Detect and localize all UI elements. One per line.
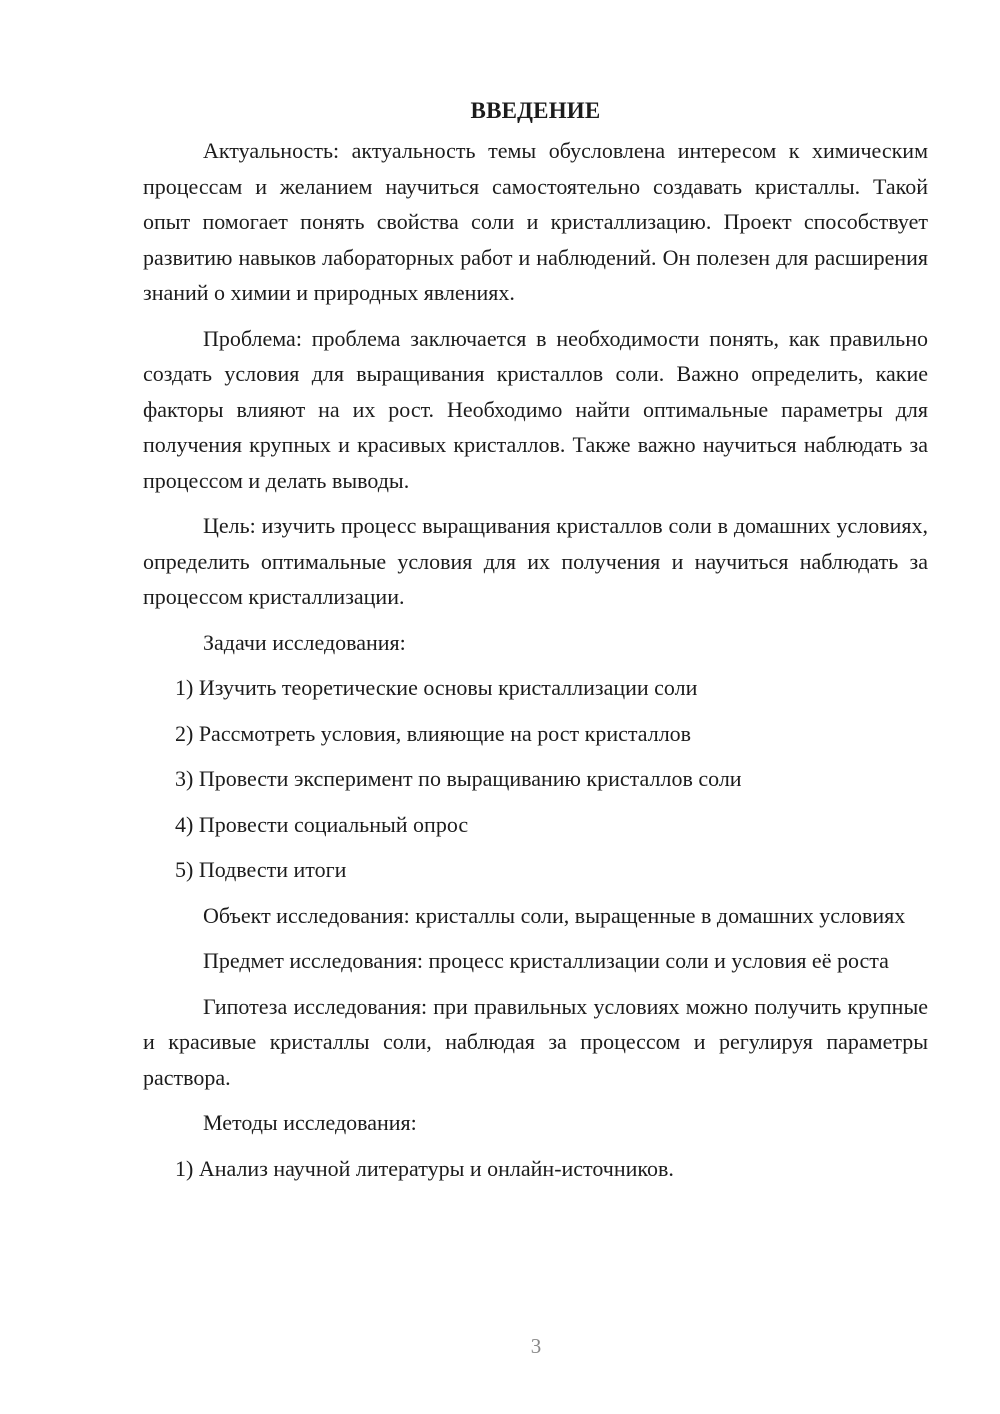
task-item: 2) Рассмотреть условия, влияющие на рост кристаллов [175, 720, 692, 746]
task-item: 1) Изучить теоретические основы кристаллизации соли [175, 675, 698, 700]
problem-paragraph: Проблема: проблема заключается в необходимости понять, как правильно создать условия для выращивания кристаллов соли. Важно определить, какие факторы влияют на их рост. Необходимо найти оптимальные параметры для получения крупных и красивых кристаллов. Также важно научиться наблюдать за процессом и делать выводы. [143, 325, 928, 493]
task-item: 3) Провести эксперимент по выращиванию кристаллов соли [175, 766, 742, 791]
object-paragraph: Объект исследования: кристаллы соли, выращенные в домашних условиях [203, 902, 906, 928]
task-item: 4) Провести социальный опрос [175, 811, 469, 837]
tasks-label: Задачи исследования: [203, 629, 406, 655]
hypothesis-paragraph: Гипотеза исследования: при правильных условиях можно получить крупные и красивые кристаллы соли, наблюдая за процессом и регулируя параметры раствора. [143, 993, 928, 1090]
methods-list [143, 1151, 928, 1187]
goal-paragraph: Цель: изучить процесс выращивания кристаллов соли в домашних условиях, определить оптимальные условия для их получения и научиться наблюдать за процессом кристаллизации. [143, 513, 928, 609]
document-page [143, 95, 928, 1196]
task-item: 5) Подвести итоги [175, 857, 347, 882]
section-heading: ВВЕДЕНИЕ [470, 98, 601, 123]
relevance-paragraph: Актуальность: актуальность темы обусловлена интересом к химическим процессам и желанием научиться самостоятельно создавать кристаллы. Такой опыт помогает понять свойства соли и кристаллизацию. Проект способствует развитию навыков лабораторных работ и наблюдений. Он полезен для расширения знаний о химии и природных явлениях. [143, 138, 928, 305]
subject-paragraph: Предмет исследования: процесс кристаллизации соли и условия её роста [203, 948, 889, 973]
method-item: 1) Анализ научной литературы и онлайн-источников. [175, 1155, 674, 1181]
tasks-list [143, 670, 928, 888]
methods-label: Методы исследования: [203, 1110, 417, 1135]
page-number: 3 [530, 1334, 542, 1358]
